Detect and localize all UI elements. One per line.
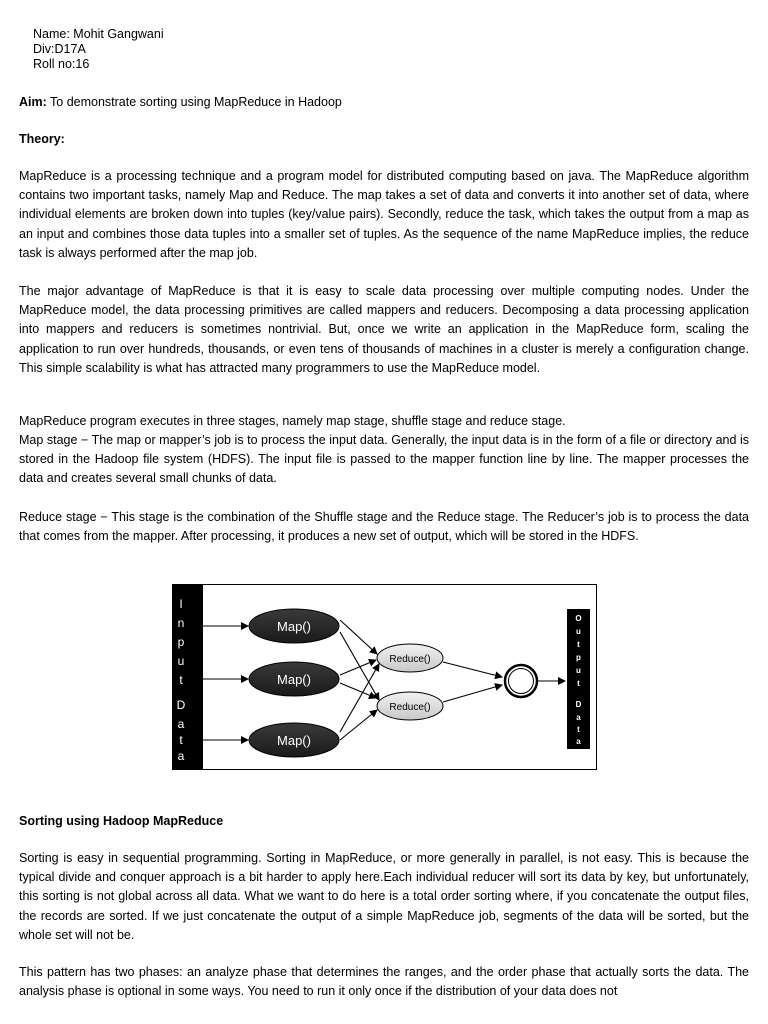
reduce-node-2 [377, 692, 443, 720]
input-letter: D [176, 698, 186, 712]
input-letter: u [177, 654, 185, 668]
student-roll-number: Roll no:16 [33, 57, 90, 71]
map-node-2 [249, 662, 339, 696]
student-header [33, 27, 164, 72]
theory-paragraph-1: MapReduce is a processing technique and a program model for distributed computing based on java. The MapReduce algorithm contains two important tasks, namely Map and Reduce. The map takes a set of data and converts it into another set of data, where individual elements are broken down into tuples (key/value pairs). Secondly, reduce the task, which takes the output from a map as an input and combines those data tuples into a smaller set of tuples. As the sequence of the name MapReduce implies, the reduce task is always performed after the map job. [19, 169, 749, 260]
input-letter: a [177, 717, 185, 731]
output-letter: u [576, 627, 581, 636]
map-node-1 [249, 609, 339, 643]
output-letter: u [576, 666, 581, 675]
theory-paragraph-4: Reduce stage − This stage is the combination of the Shuffle stage and the Reduce stage. The Reducer’s job is to process the data that comes from the mapper. After processing, it produces a new set of output, which will be stored in the HDFS. [19, 510, 749, 544]
reduce-node-1 [377, 644, 443, 672]
output-letter: D [575, 700, 582, 709]
output-letter: O [575, 614, 582, 623]
mapreduce-diagram-svg [172, 584, 597, 770]
input-letter: I [179, 597, 183, 611]
theory-paragraph-2: The major advantage of MapReduce is that it is easy to scale data processing over multiple computing nodes. Under the MapReduce model, the data processing primitives are called mappers and reducers. Decomposing a data processing application into mappers and reducers is sometimes nontrivial. But, once we write an application in the MapReduce form, scaling the application to run over hundreds, thousands, or even tens of thousands of machines in a cluster is merely a configuration change. This simple scalability is what has attracted many programmers to use the MapReduce model. [19, 284, 749, 375]
map-label: Map() [277, 619, 311, 634]
aim-label: Aim: [19, 95, 47, 109]
output-letter: t [577, 725, 580, 734]
mapreduce-diagram [172, 584, 597, 770]
student-division: Div:D17A [33, 42, 86, 56]
map-node-3 [249, 723, 339, 757]
output-letter: t [577, 640, 580, 649]
theory-heading: Theory: [19, 132, 65, 146]
input-letter: t [179, 673, 183, 687]
output-letter: t [577, 679, 580, 688]
aim-statement [19, 95, 342, 110]
theory-paragraph-3b: Map stage − The map or mapper’s job is to process the input data. Generally, the input data is in the form of a file or directory and is stored in the Hadoop file system (HDFS). The input file is passed to the mapper function line by line. The mapper processes the data and creates several small chunks of data. [19, 433, 749, 486]
input-letter: t [179, 733, 183, 747]
output-letter: a [576, 713, 581, 722]
sorting-heading: Sorting using Hadoop MapReduce [19, 814, 224, 828]
input-letter: a [177, 749, 185, 763]
map-label: Map() [277, 733, 311, 748]
map-label: Map() [277, 672, 311, 687]
output-letter: p [576, 653, 581, 662]
input-letter: p [177, 635, 185, 649]
combiner-ring [505, 665, 537, 697]
theory-paragraph-3a: MapReduce program executes in three stages, namely map stage, shuffle stage and reduce stage. [19, 414, 566, 428]
input-data-bar [173, 585, 203, 769]
input-letter: n [177, 616, 185, 630]
reduce-label: Reduce() [389, 702, 431, 713]
aim-text: To demonstrate sorting using MapReduce in Hadoop [46, 95, 342, 109]
sorting-paragraph-2: This pattern has two phases: an analyze phase that determines the ranges, and the order phase that actually sorts the data. The analysis phase is optional in some ways. You need to run it only once if the distribution of your data does not [19, 965, 749, 999]
sorting-paragraph-1: Sorting is easy in sequential programming. Sorting in MapReduce, or more generally in parallel, is not easy. This is because the typical divide and conquer approach is a bit harder to apply here.Each individual reducer will sort its data by key, but unfortunately, this sorting is not global across all data. What we want to do here is a total order sorting where, if you concatenate the output files, the records are sorted. If we just concatenate the output of a simple MapReduce job, segments of the data will be sorted, but the whole set will not be. [19, 851, 749, 942]
output-letter: a [576, 737, 581, 746]
reduce-label: Reduce() [389, 654, 431, 665]
student-name: Name: Mohit Gangwani [33, 27, 164, 41]
